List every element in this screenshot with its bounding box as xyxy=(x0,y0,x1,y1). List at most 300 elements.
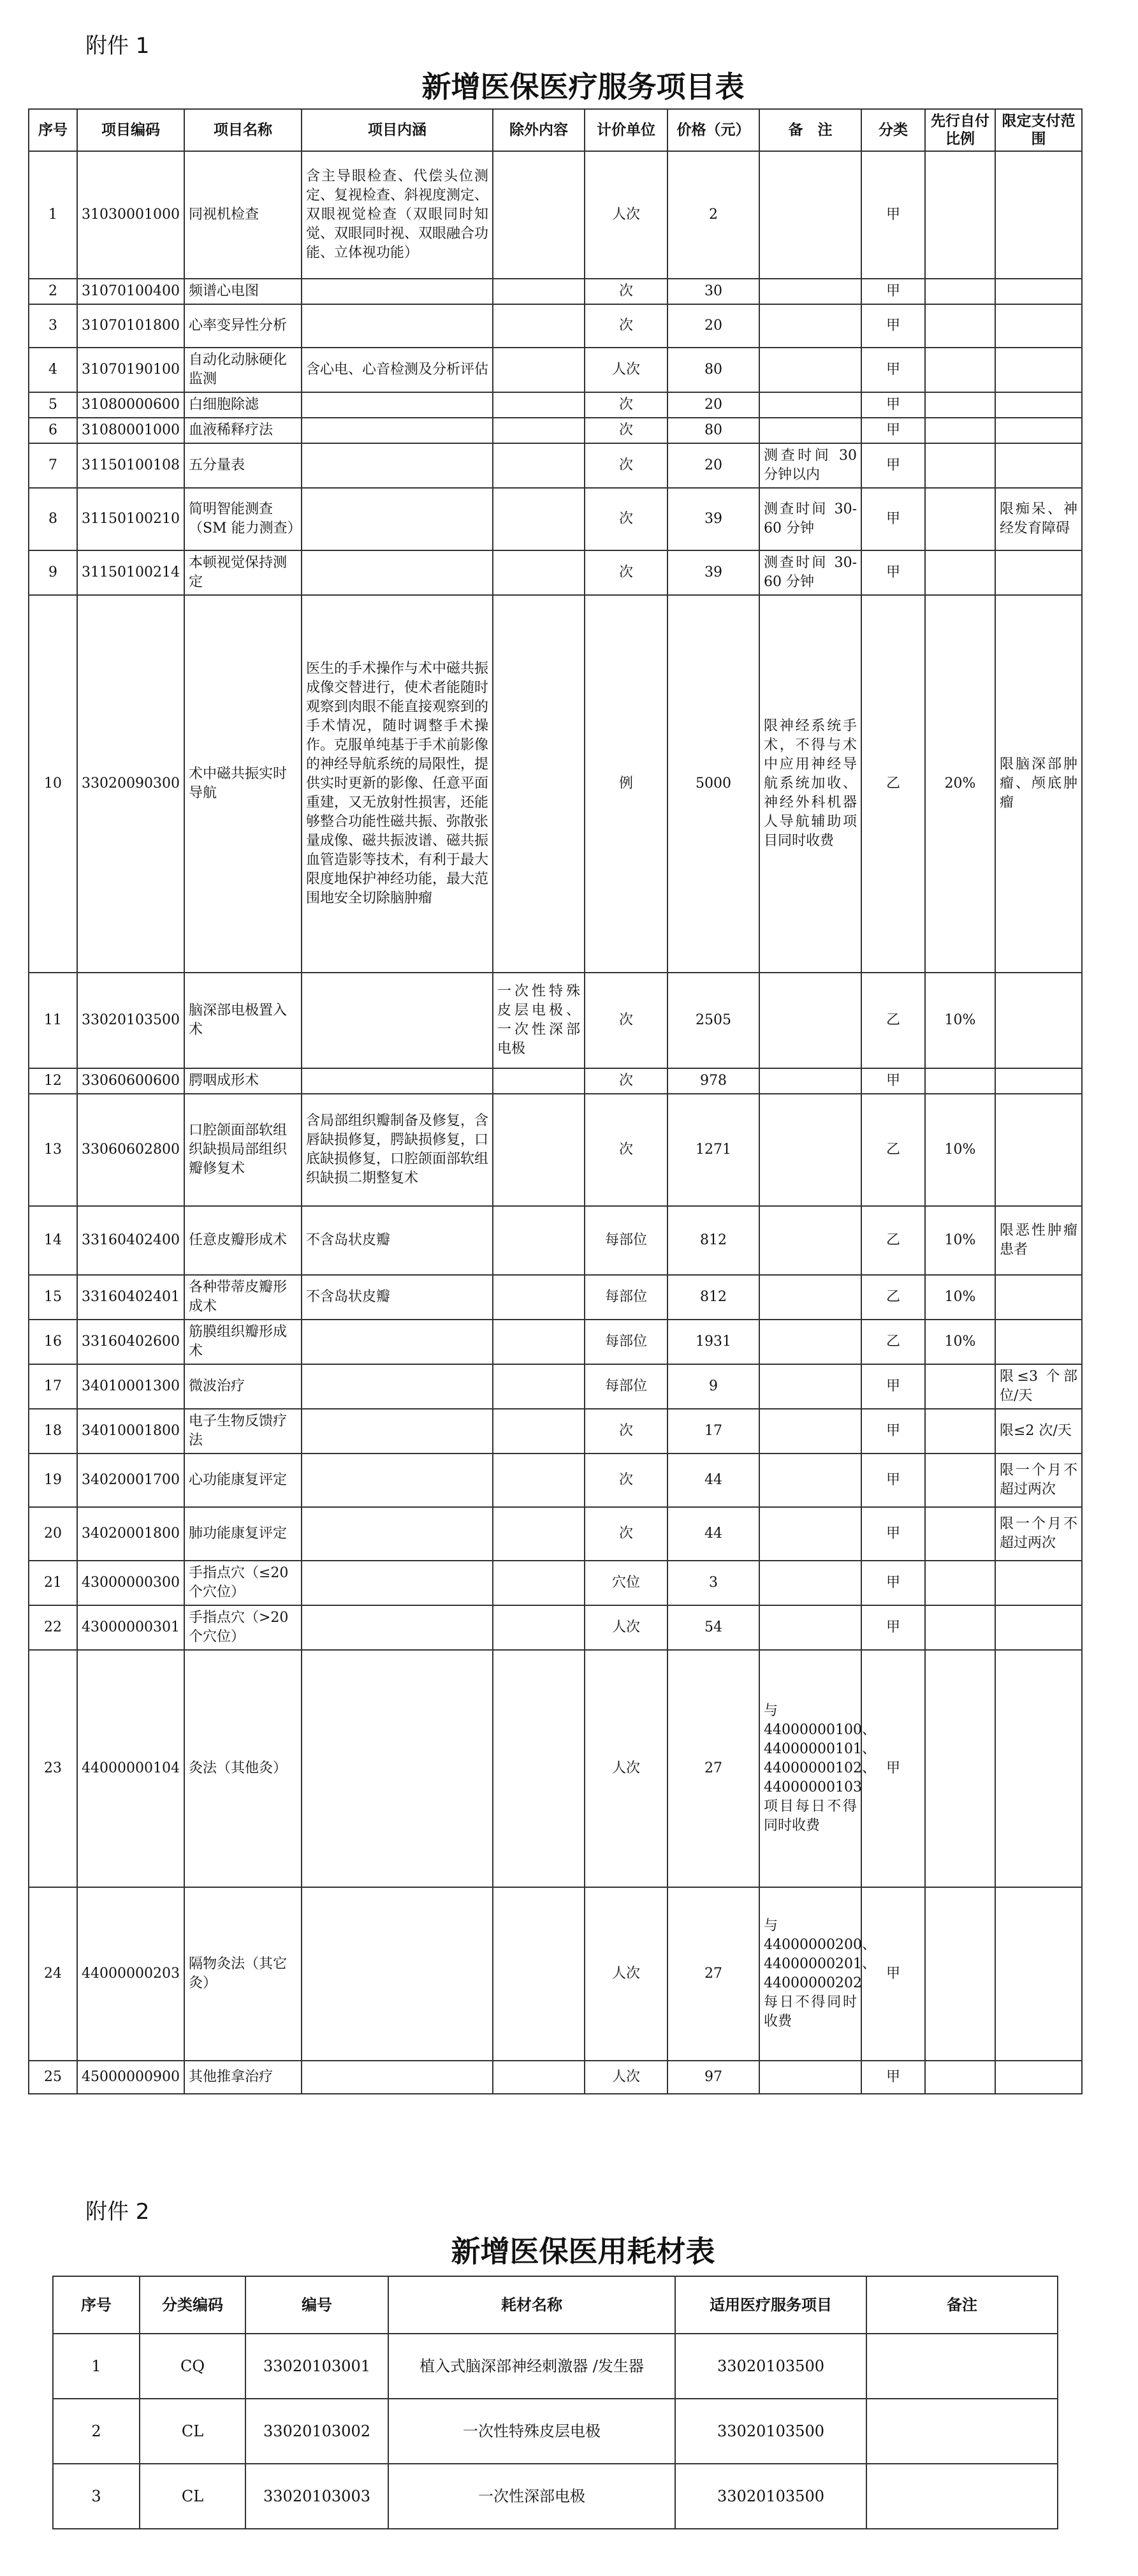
table-cell: 脑深部电极置入术 xyxy=(184,973,302,1068)
table-cell xyxy=(493,488,585,550)
col-header: 备注 xyxy=(866,2276,1058,2334)
table-cell xyxy=(302,443,493,488)
table-cell: CQ xyxy=(140,2334,245,2399)
table-row xyxy=(29,488,1082,550)
table-cell: 微波治疗 xyxy=(184,1364,302,1409)
table-cell: 每部位 xyxy=(585,1275,667,1320)
table-cell xyxy=(302,1887,493,2061)
table-cell xyxy=(995,1320,1082,1364)
table-cell: 甲 xyxy=(861,1454,925,1507)
table-cell: 各种带蒂皮瓣形成术 xyxy=(184,1275,302,1320)
table-cell: 其他推拿治疗 xyxy=(184,2061,302,2094)
table-cell: 术中磁共振实时导航 xyxy=(184,595,302,973)
table-cell: 筋膜组织瓣形成术 xyxy=(184,1320,302,1364)
table-cell xyxy=(302,1561,493,1605)
table-cell xyxy=(302,1605,493,1650)
table-cell: 人次 xyxy=(585,1605,667,1650)
table-cell xyxy=(759,151,861,279)
table-cell: 3 xyxy=(29,304,77,348)
table-cell xyxy=(302,392,493,418)
table-row xyxy=(29,550,1082,595)
table-cell: 44000000104 xyxy=(77,1650,184,1887)
table-cell xyxy=(493,279,585,304)
table-cell: 甲 xyxy=(861,1409,925,1454)
table-cell xyxy=(925,1507,995,1561)
table-cell: 31070100400 xyxy=(77,279,184,304)
table-cell: 45000000900 xyxy=(77,2061,184,2094)
col-header: 序号 xyxy=(53,2276,140,2334)
table-cell xyxy=(302,1364,493,1409)
table-cell: 20 xyxy=(667,392,759,418)
table-cell xyxy=(493,1206,585,1275)
table-cell xyxy=(925,418,995,443)
table-cell: 白细胞除滤 xyxy=(184,392,302,418)
table-cell: 甲 xyxy=(861,488,925,550)
table-cell: 20 xyxy=(29,1507,77,1561)
table-cell: 44000000203 xyxy=(77,1887,184,2061)
table-cell xyxy=(493,1454,585,1507)
table-cell: 16 xyxy=(29,1320,77,1364)
table-cell: 隔物灸法（其它灸） xyxy=(184,1887,302,2061)
table-cell: 97 xyxy=(667,2061,759,2094)
table-cell xyxy=(302,1507,493,1561)
table-cell: 5 xyxy=(29,392,77,418)
table-cell: 30 xyxy=(667,279,759,304)
table-cell: 次 xyxy=(585,1507,667,1561)
table-cell: 812 xyxy=(667,1275,759,1320)
attachment-2-label: 附件 2 xyxy=(85,2199,150,2225)
table-cell: 甲 xyxy=(861,443,925,488)
table-cell: 31080000600 xyxy=(77,392,184,418)
table-cell: 17 xyxy=(29,1364,77,1409)
table-cell: 乙 xyxy=(861,973,925,1068)
table-cell: 人次 xyxy=(585,151,667,279)
table-cell xyxy=(759,279,861,304)
table-cell xyxy=(925,1605,995,1650)
table-header-row xyxy=(53,2276,1058,2334)
table-row xyxy=(29,1454,1082,1507)
col-header: 项目内涵 xyxy=(302,109,493,151)
table-cell: 甲 xyxy=(861,392,925,418)
table-cell: 3 xyxy=(53,2464,140,2529)
table-cell: 43000000301 xyxy=(77,1605,184,1650)
table-cell: 与 44000000200、44000000201、44000000202 每日不得同时收费 xyxy=(759,1887,861,2061)
table-cell: 次 xyxy=(585,1094,667,1206)
table-row xyxy=(29,1206,1082,1275)
table-cell: 每部位 xyxy=(585,1320,667,1364)
table-cell: 甲 xyxy=(861,1561,925,1605)
table-cell xyxy=(302,488,493,550)
table-cell xyxy=(493,443,585,488)
table-cell: 心率变异性分析 xyxy=(184,304,302,348)
table-cell xyxy=(302,304,493,348)
table-cell xyxy=(995,1068,1082,1094)
table-cell xyxy=(302,550,493,595)
col-header: 计价单位 xyxy=(585,109,667,151)
table-cell: 34020001800 xyxy=(77,1507,184,1561)
table-cell xyxy=(759,1409,861,1454)
table-cell: 34020001700 xyxy=(77,1454,184,1507)
table-cell xyxy=(493,304,585,348)
table-cell xyxy=(925,151,995,279)
table-cell: 不含岛状皮瓣 xyxy=(302,1275,493,1320)
table-cell: 2 xyxy=(53,2399,140,2464)
medical-service-items-table xyxy=(28,108,1083,2094)
table-cell: 14 xyxy=(29,1206,77,1275)
table-cell: 11 xyxy=(29,973,77,1068)
table-cell: 12 xyxy=(29,1068,77,1094)
table-cell: 33160402401 xyxy=(77,1275,184,1320)
table-cell: 33160402400 xyxy=(77,1206,184,1275)
table-cell xyxy=(759,392,861,418)
table-cell: 33020103500 xyxy=(675,2399,866,2464)
table-cell: 心功能康复评定 xyxy=(184,1454,302,1507)
table-cell xyxy=(759,1364,861,1409)
table-cell: 19 xyxy=(29,1454,77,1507)
table-cell: 次 xyxy=(585,550,667,595)
table-cell: 4 xyxy=(29,348,77,392)
table-cell xyxy=(925,1068,995,1094)
table-cell: 1 xyxy=(29,151,77,279)
table-cell: 甲 xyxy=(861,1507,925,1561)
table-cell xyxy=(759,973,861,1068)
table-cell xyxy=(995,348,1082,392)
table-cell: 自动化动脉硬化监测 xyxy=(184,348,302,392)
table-cell xyxy=(493,1887,585,2061)
table-cell: 乙 xyxy=(861,1206,925,1275)
table-cell xyxy=(995,1605,1082,1650)
table-cell: 限恶性肿瘤患者 xyxy=(995,1206,1082,1275)
table-header-row xyxy=(29,109,1082,151)
table-cell xyxy=(493,1320,585,1364)
table-cell: 同视机检查 xyxy=(184,151,302,279)
table-cell: 每部位 xyxy=(585,1364,667,1409)
table-cell: 肺功能康复评定 xyxy=(184,1507,302,1561)
table-cell xyxy=(995,1561,1082,1605)
table-cell xyxy=(925,1887,995,2061)
table-cell: 限一个月不超过两次 xyxy=(995,1454,1082,1507)
table-cell: 灸法（其他灸） xyxy=(184,1650,302,1887)
table-cell xyxy=(925,392,995,418)
table-cell: 1271 xyxy=(667,1094,759,1206)
table-cell xyxy=(995,2061,1082,2094)
table-row xyxy=(29,973,1082,1068)
table-cell: 15 xyxy=(29,1275,77,1320)
table-cell: 8 xyxy=(29,488,77,550)
table-cell: 任意皮瓣形成术 xyxy=(184,1206,302,1275)
table-cell: 1931 xyxy=(667,1320,759,1364)
table-cell: 甲 xyxy=(861,418,925,443)
table-cell: 13 xyxy=(29,1094,77,1206)
table-cell: 甲 xyxy=(861,1605,925,1650)
table-cell xyxy=(493,392,585,418)
table-cell xyxy=(493,2061,585,2094)
table-cell: 25 xyxy=(29,2061,77,2094)
table-cell xyxy=(493,1650,585,1887)
table-cell xyxy=(302,1409,493,1454)
table-cell xyxy=(995,1094,1082,1206)
table-cell xyxy=(995,1887,1082,2061)
col-header: 先行自付比例 xyxy=(925,109,995,151)
table-cell xyxy=(866,2464,1058,2529)
table-cell: 3 xyxy=(667,1561,759,1605)
table-cell xyxy=(493,418,585,443)
table-cell xyxy=(493,1094,585,1206)
table-cell: CL xyxy=(140,2399,245,2464)
table-cell: 人次 xyxy=(585,2061,667,2094)
table-cell xyxy=(925,488,995,550)
table-cell xyxy=(995,151,1082,279)
table-cell: 甲 xyxy=(861,348,925,392)
table-cell: 次 xyxy=(585,973,667,1068)
table-cell: 20% xyxy=(925,595,995,973)
table-cell: 血液稀释疗法 xyxy=(184,418,302,443)
table-cell: 2505 xyxy=(667,973,759,1068)
col-header: 分类编码 xyxy=(140,2276,245,2334)
table-cell xyxy=(866,2334,1058,2399)
table-cell: 33020103500 xyxy=(675,2334,866,2399)
table-cell: 次 xyxy=(585,304,667,348)
table-cell xyxy=(759,1068,861,1094)
table-row xyxy=(29,304,1082,348)
table-cell xyxy=(493,1364,585,1409)
table-row xyxy=(29,1275,1082,1320)
table-cell: 34010001800 xyxy=(77,1409,184,1454)
table-cell xyxy=(759,348,861,392)
table-cell: 人次 xyxy=(585,1650,667,1887)
table-cell: 人次 xyxy=(585,348,667,392)
table-cell xyxy=(925,1409,995,1454)
table-cell xyxy=(493,1507,585,1561)
table-cell: 33020103500 xyxy=(675,2464,866,2529)
table-cell xyxy=(759,304,861,348)
table-cell: 次 xyxy=(585,418,667,443)
table-cell xyxy=(302,1650,493,1887)
table-cell: 17 xyxy=(667,1409,759,1454)
attachment-1-title: 新增医保医疗服务项目表 xyxy=(421,70,745,104)
table-cell xyxy=(302,418,493,443)
table-row xyxy=(29,2061,1082,2094)
table-cell xyxy=(759,1454,861,1507)
table-cell xyxy=(759,1561,861,1605)
table-cell: 2 xyxy=(29,279,77,304)
table-cell: 33020103002 xyxy=(245,2399,388,2464)
table-cell: 频谱心电图 xyxy=(184,279,302,304)
table-cell: 6 xyxy=(29,418,77,443)
table-cell xyxy=(759,1605,861,1650)
table-row xyxy=(29,418,1082,443)
table-cell xyxy=(493,595,585,973)
table-cell: 穴位 xyxy=(585,1561,667,1605)
table-cell: 27 xyxy=(667,1887,759,2061)
table-row xyxy=(29,1507,1082,1561)
table-cell: CL xyxy=(140,2464,245,2529)
table-cell xyxy=(302,279,493,304)
table-cell: 乙 xyxy=(861,595,925,973)
table-row xyxy=(29,1409,1082,1454)
table-cell: 测查时间 30 分钟以内 xyxy=(759,443,861,488)
table-cell: 乙 xyxy=(861,1320,925,1364)
table-cell: 限≤3 个部位/天 xyxy=(995,1364,1082,1409)
table-cell: 21 xyxy=(29,1561,77,1605)
table-row xyxy=(29,1887,1082,2061)
table-cell: 812 xyxy=(667,1206,759,1275)
col-header: 项目名称 xyxy=(184,109,302,151)
table-cell xyxy=(925,1561,995,1605)
table-cell xyxy=(866,2399,1058,2464)
table-cell xyxy=(493,1409,585,1454)
table-cell xyxy=(995,1650,1082,1887)
table-cell: 33020103500 xyxy=(77,973,184,1068)
table-row xyxy=(29,1561,1082,1605)
table-cell: 限脑深部肿瘤、颅底肿瘤 xyxy=(995,595,1082,973)
table-cell: 44 xyxy=(667,1454,759,1507)
table-cell xyxy=(995,304,1082,348)
table-row xyxy=(29,1364,1082,1409)
table-cell: 80 xyxy=(667,348,759,392)
table-cell: 甲 xyxy=(861,1650,925,1887)
table-cell: 80 xyxy=(667,418,759,443)
table-cell: 10% xyxy=(925,1094,995,1206)
col-header: 序号 xyxy=(29,109,77,151)
table-row xyxy=(29,1320,1082,1364)
table-cell: 31150100214 xyxy=(77,550,184,595)
table-cell xyxy=(925,443,995,488)
table-cell: 20 xyxy=(667,443,759,488)
table-cell: 31150100210 xyxy=(77,488,184,550)
table-cell: 人次 xyxy=(585,1887,667,2061)
medical-consumables-table xyxy=(52,2276,1058,2529)
table-cell: 手指点穴（≤20 个穴位） xyxy=(184,1561,302,1605)
table-cell: 7 xyxy=(29,443,77,488)
table-cell: 一次性深部电极 xyxy=(388,2464,675,2529)
table-cell: 39 xyxy=(667,550,759,595)
col-header: 备 注 xyxy=(759,109,861,151)
table-row xyxy=(53,2399,1058,2464)
table-cell: 次 xyxy=(585,1454,667,1507)
table-cell xyxy=(759,2061,861,2094)
table-row xyxy=(29,151,1082,279)
table-cell xyxy=(302,1068,493,1094)
table-cell xyxy=(302,1454,493,1507)
table-cell: 33020103001 xyxy=(245,2334,388,2399)
table-cell: 31080001000 xyxy=(77,418,184,443)
table-cell: 31030001000 xyxy=(77,151,184,279)
table-cell: 甲 xyxy=(861,1068,925,1094)
table-cell: 33020090300 xyxy=(77,595,184,973)
table-cell: 甲 xyxy=(861,2061,925,2094)
table-cell xyxy=(995,443,1082,488)
table-row xyxy=(29,443,1082,488)
table-cell: 次 xyxy=(585,443,667,488)
table-cell xyxy=(759,1206,861,1275)
attachment-2-title: 新增医保医用耗材表 xyxy=(451,2234,715,2269)
table-cell xyxy=(759,1275,861,1320)
table-cell: 20 xyxy=(667,304,759,348)
table-cell xyxy=(493,1605,585,1650)
table-cell: 43000000300 xyxy=(77,1561,184,1605)
table-cell xyxy=(302,1320,493,1364)
table-cell: 植入式脑深部神经刺激器 /发生器 xyxy=(388,2334,675,2399)
table-cell: 甲 xyxy=(861,550,925,595)
col-header: 编号 xyxy=(245,2276,388,2334)
table-cell: 每部位 xyxy=(585,1206,667,1275)
table-cell xyxy=(925,1454,995,1507)
table-cell: 2 xyxy=(667,151,759,279)
table-cell: 978 xyxy=(667,1068,759,1094)
table-cell xyxy=(925,304,995,348)
table-cell: 例 xyxy=(585,595,667,973)
table-cell: 次 xyxy=(585,488,667,550)
table-cell: 简明智能测查（SM 能力测查） xyxy=(184,488,302,550)
table-cell: 甲 xyxy=(861,1364,925,1409)
table-cell: 31070101800 xyxy=(77,304,184,348)
table-cell: 甲 xyxy=(861,304,925,348)
table-cell: 31150100108 xyxy=(77,443,184,488)
table-cell xyxy=(925,279,995,304)
table-cell: 33160402600 xyxy=(77,1320,184,1364)
table-cell: 限一个月不超过两次 xyxy=(995,1507,1082,1561)
table-cell xyxy=(493,151,585,279)
table-cell xyxy=(759,1507,861,1561)
table-cell: 口腔颌面部软组织缺损局部组织瓣修复术 xyxy=(184,1094,302,1206)
col-header: 除外内容 xyxy=(493,109,585,151)
table-cell: 次 xyxy=(585,1409,667,1454)
table-cell: 甲 xyxy=(861,1887,925,2061)
table-cell: 9 xyxy=(29,550,77,595)
table-cell xyxy=(925,550,995,595)
table-cell xyxy=(995,392,1082,418)
table-cell: 9 xyxy=(667,1364,759,1409)
table-cell: 39 xyxy=(667,488,759,550)
table-cell: 乙 xyxy=(861,1275,925,1320)
table-cell: 含局部组织瓣制备及修复，含唇缺损修复，腭缺损修复，口底缺损修复，口腔颌面部软组织缺损二期整复术 xyxy=(302,1094,493,1206)
table-row xyxy=(29,1068,1082,1094)
table-cell xyxy=(925,348,995,392)
table-cell xyxy=(995,418,1082,443)
table-cell: 本顿视觉保持测定 xyxy=(184,550,302,595)
col-header: 限定支付范围 xyxy=(995,109,1082,151)
table-cell: 电子生物反馈疗法 xyxy=(184,1409,302,1454)
table-cell: 一次性特殊皮层电极、一次性深部电极 xyxy=(493,973,585,1068)
table-cell xyxy=(759,1320,861,1364)
table-cell xyxy=(302,973,493,1068)
table-cell: 测查时间 30-60 分钟 xyxy=(759,488,861,550)
table-cell: 44 xyxy=(667,1507,759,1561)
table-cell: 含心电、心音检测及分析评估 xyxy=(302,348,493,392)
table-cell xyxy=(995,973,1082,1068)
table-cell: 限≤2 次/天 xyxy=(995,1409,1082,1454)
table-cell: 五分量表 xyxy=(184,443,302,488)
table-cell: 不含岛状皮瓣 xyxy=(302,1206,493,1275)
table-cell: 27 xyxy=(667,1650,759,1887)
table-cell: 次 xyxy=(585,392,667,418)
table-cell: 10 xyxy=(29,595,77,973)
table-cell: 医生的手术操作与术中磁共振成像交替进行，使术者能随时观察到肉眼不能直接观察到的手术情况，随时调整手术操作。克服单纯基于手术前影像的神经导航系统的局限性，提供实时更新的影像、任意平面重建，又无放射性损害，还能够整合功能性磁共振、弥散张量成像、磁共振波谱、磁共振血管造影等技术，有利于最大限度地保护神经功能，最大范围地安全切除脑肿瘤 xyxy=(302,595,493,973)
table-cell: 18 xyxy=(29,1409,77,1454)
table-row xyxy=(53,2464,1058,2529)
table-cell xyxy=(759,418,861,443)
table-cell: 腭咽成形术 xyxy=(184,1068,302,1094)
table-cell: 手指点穴（>20 个穴位） xyxy=(184,1605,302,1650)
table-row xyxy=(53,2334,1058,2399)
table-cell: 10% xyxy=(925,1275,995,1320)
col-header: 耗材名称 xyxy=(388,2276,675,2334)
table-cell: 限神经系统手术，不得与术中应用神经导航系统加收、神经外科机器人导航辅助项目同时收费 xyxy=(759,595,861,973)
table-cell: 次 xyxy=(585,1068,667,1094)
table-cell xyxy=(302,2061,493,2094)
table-cell: 含主导眼检查、代偿头位测定、复视检查、斜视度测定、双眼视觉检查（双眼同时知觉、双眼同时视、双眼融合功能、立体视功能） xyxy=(302,151,493,279)
